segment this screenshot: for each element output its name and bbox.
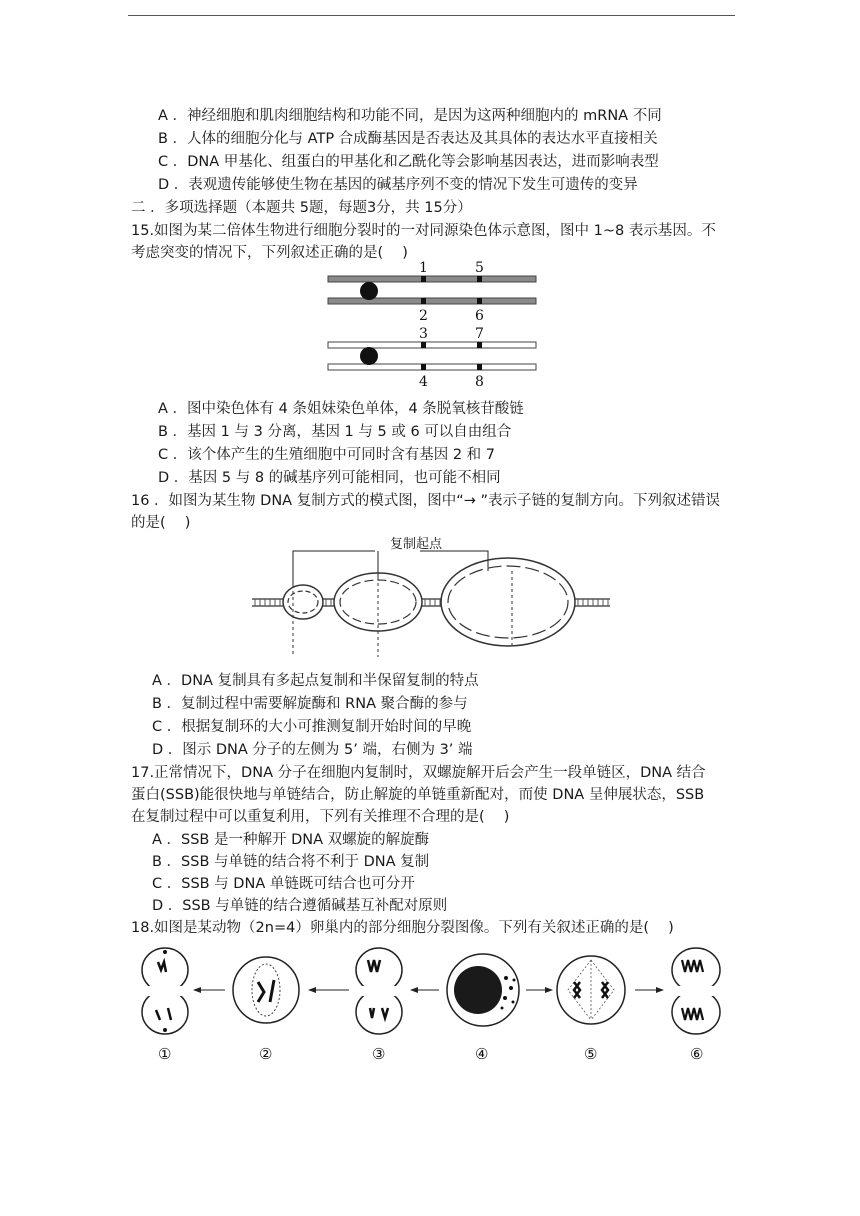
- gene-band: [477, 276, 482, 282]
- q16-option-b: B ．复制过程中需要解旋酶和 RNA 聚合酶的参与: [152, 696, 468, 712]
- cell-label-6: ⑥: [690, 1045, 704, 1063]
- cell-label-5: ⑤: [584, 1045, 598, 1063]
- gene-label-5: 5: [475, 260, 484, 276]
- q18-stem: 18.如图是某动物（2n=4）卵巢内的部分细胞分裂图像。下列有关叙述正确的是( ): [131, 920, 674, 936]
- q15-option-c: C ．该个体产生的生殖细胞中可同时含有基因 2 和 7: [158, 447, 496, 463]
- chromatid-2: [328, 298, 536, 304]
- q16-stem-line1: 16 ．如图为某生物 DNA 复制方式的模式图，图中“→ ”表示子链的复制方向。下列叙述错误: [131, 493, 720, 509]
- q17-stem-line2: 蛋白(SSB)能很快地与单链结合，防止解旋的单链重新配对，而使 DNA 呈伸展状态，SSB: [131, 787, 705, 803]
- cell-4: [447, 954, 519, 1026]
- cell-division-figure: [128, 942, 728, 1067]
- gene-band: [477, 298, 482, 304]
- q17-option-a: A ．SSB 是一种解开 DNA 双螺旋的解旋酶: [152, 832, 430, 848]
- gene-band: [421, 276, 426, 282]
- replication-bubble-1: [283, 585, 323, 619]
- origin-bracket: [293, 551, 488, 585]
- cell-6: [672, 948, 720, 1034]
- q16-option-a: A ．DNA 复制具有多起点复制和半保留复制的特点: [152, 673, 479, 689]
- q14-option-c: C ．DNA 甲基化、组蛋白的甲基化和乙酰化等会影响基因表达，进而影响表型: [158, 154, 659, 170]
- gene-band: [421, 364, 426, 370]
- q16-stem-line2: 的是( ): [131, 515, 191, 531]
- gene-band: [477, 364, 482, 370]
- replication-bubble-3: [441, 558, 575, 646]
- q17-stem-line3: 在复制过程中可以重复利用，下列有关推理不合理的是( ): [131, 809, 510, 825]
- gene-band: [477, 342, 482, 348]
- chromatid-3: [328, 342, 536, 348]
- gene-label-2: 2: [419, 308, 428, 324]
- gene-label-8: 8: [475, 374, 484, 390]
- header-rule: [128, 15, 735, 16]
- q17-option-d: D ．SSB 与单链的结合遵循碱基互补配对原则: [152, 898, 448, 914]
- q14-option-b: B ．人体的细胞分化与 ATP 合成酶基因是否表达及其具体的表达水平直接相关: [158, 131, 658, 147]
- cell-1: [142, 948, 188, 1034]
- gene-label-7: 7: [475, 326, 484, 342]
- section-heading: 二 ．多项选择题（本题共 5题，每题3分，共 15分）: [131, 200, 472, 216]
- q17-option-b: B ．SSB 与单链的结合将不利于 DNA 复制: [152, 854, 430, 870]
- cell-label-3: ③: [372, 1045, 386, 1063]
- cell-2: [233, 957, 299, 1023]
- q16-option-c: C ．根据复制环的大小可推测复制开始时间的早晚: [152, 719, 472, 735]
- q15-option-d: D ．基因 5 与 8 的碱基序列可能相同，也可能不相同: [158, 470, 501, 486]
- q16-option-d: D ．图示 DNA 分子的左侧为 5’ 端，右侧为 3’ 端: [152, 742, 473, 758]
- origin-label: 复制起点: [390, 537, 443, 552]
- cell-3: [356, 948, 402, 1034]
- homologous-chromosome-figure: [320, 256, 550, 392]
- cell-label-1: ①: [158, 1045, 172, 1063]
- gene-label-6: 6: [475, 308, 484, 324]
- q14-option-d: D ．表观遗传能够使生物在基因的碱基序列不变的情况下发生可遗传的变异: [158, 177, 638, 193]
- q15-option-a: A ．图中染色体有 4 条姐妹染色单体，4 条脱氧核苷酸链: [158, 401, 524, 417]
- cell-label-2: ②: [259, 1045, 273, 1063]
- q15-stem-line1: 15.如图为某二倍体生物进行细胞分裂时的一对同源染色体示意图，图中 1~8 表示基因。不: [131, 223, 716, 239]
- gene-label-4: 4: [419, 374, 428, 390]
- gene-label-3: 3: [419, 326, 428, 342]
- chromatid-1: [328, 276, 536, 282]
- chromatid-4: [328, 364, 536, 370]
- cell-label-4: ④: [475, 1045, 489, 1063]
- q15-option-b: B ．基因 1 与 3 分离，基因 1 与 5 或 6 可以自由组合: [158, 424, 512, 440]
- dna-replication-figure: [250, 533, 612, 661]
- q14-option-a: A ．神经细胞和肌肉细胞结构和功能不同，是因为这两种细胞内的 mRNA 不同: [158, 108, 662, 124]
- gene-band: [421, 342, 426, 348]
- q17-option-c: C ．SSB 与 DNA 单链既可结合也可分开: [152, 876, 415, 892]
- gene-band: [421, 298, 426, 304]
- q17-stem-line1: 17.正常情况下，DNA 分子在细胞内复制时，双螺旋解开后会产生一段单链区，DNA 结合: [131, 765, 706, 781]
- cell-5: [557, 956, 625, 1024]
- centromere-lower: [360, 347, 378, 365]
- centromere-upper: [360, 282, 378, 300]
- gene-label-1: 1: [419, 260, 428, 276]
- q15-stem-line2: 考虑突变的情况下，下列叙述正确的是( ): [131, 245, 408, 261]
